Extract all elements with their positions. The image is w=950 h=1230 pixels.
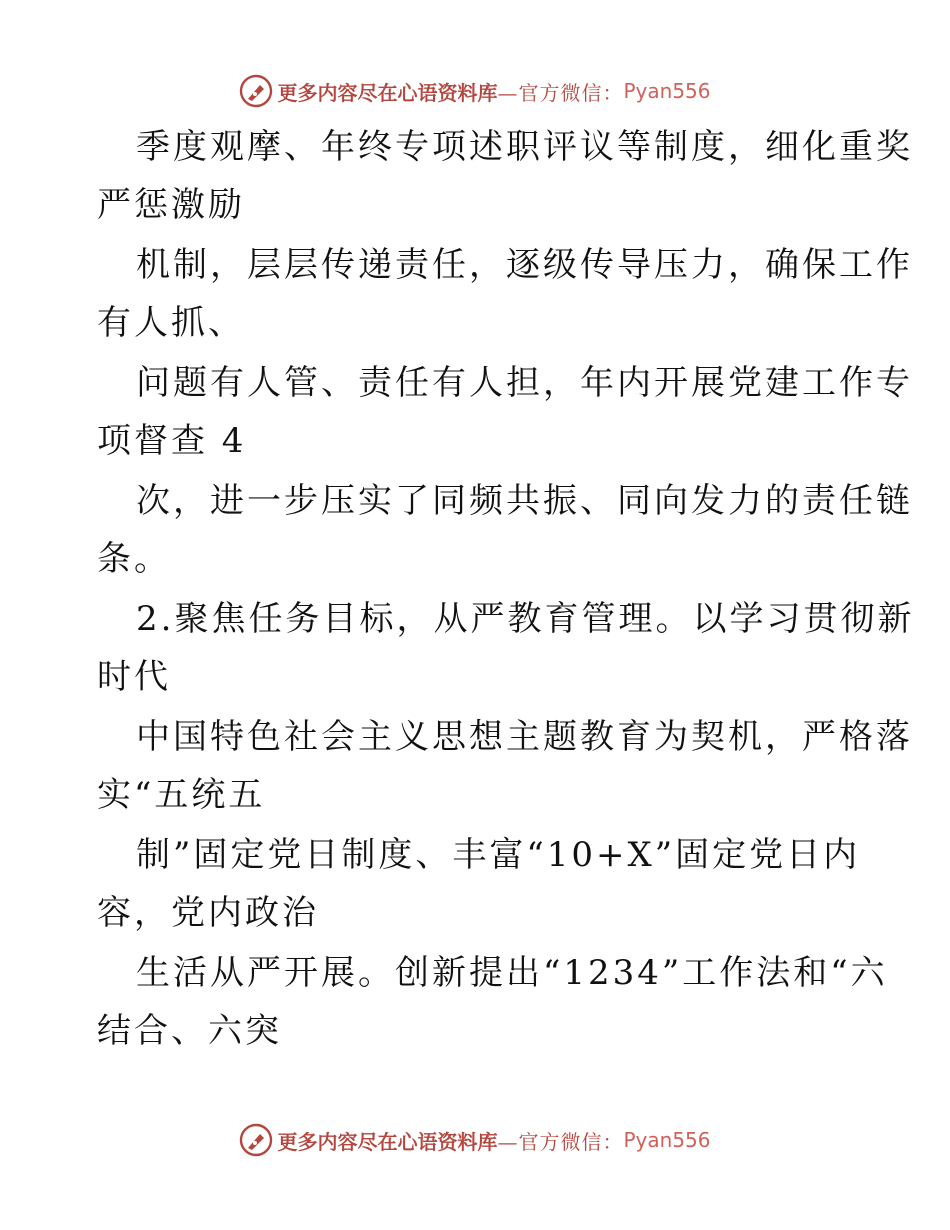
text-line: 容，党内政治 — [97, 893, 319, 933]
text-line: 结合、六突 — [97, 1011, 282, 1051]
watermark-wechat-prefix: —官方微信： — [497, 80, 624, 105]
watermark-wechat-prefix: —官方微信： — [497, 1129, 624, 1154]
watermark-wechat-id: Pyan556 — [623, 79, 711, 103]
text-line: 季度观摩、年终专项述职评议等制度，细化重奖 — [136, 127, 913, 167]
text-line: 机制，层层传递责任，逐级传导压力，确保工作 — [136, 245, 913, 285]
watermark-brand: 更多内容尽在心语资料库 — [277, 80, 498, 105]
text-line: 严惩激励 — [97, 185, 245, 225]
watermark-brand: 更多内容尽在心语资料库 — [277, 1129, 498, 1154]
watermark-wechat-id: Pyan556 — [623, 1128, 711, 1152]
footer-watermark — [0, 1120, 950, 1160]
text-line: 条。 — [97, 539, 171, 579]
text-line: 时代 — [97, 657, 171, 697]
text-line: 有人抓、 — [97, 303, 245, 343]
text-line: 中国特色社会主义思想主题教育为契机，严格落 — [136, 717, 913, 757]
text-line: 实“五统五 — [97, 775, 266, 815]
pen-nib-logo-icon — [239, 1123, 273, 1157]
header-watermark — [0, 71, 950, 111]
text-line: 次，进一步压实了同频共振、同向发力的责任链 — [136, 481, 913, 521]
text-line: 问题有人管、责任有人担，年内开展党建工作专 — [136, 363, 913, 403]
text-line: 制”固定党日制度、丰富“10+X”固定党日内 — [136, 835, 861, 875]
text-line: 2.聚焦任务目标，从严教育管理。以学习贯彻新 — [136, 599, 915, 639]
text-line: 项督查 4 — [97, 421, 247, 461]
pen-nib-logo-icon — [239, 74, 273, 108]
text-line: 生活从严开展。创新提出“1234”工作法和“六 — [136, 953, 888, 993]
